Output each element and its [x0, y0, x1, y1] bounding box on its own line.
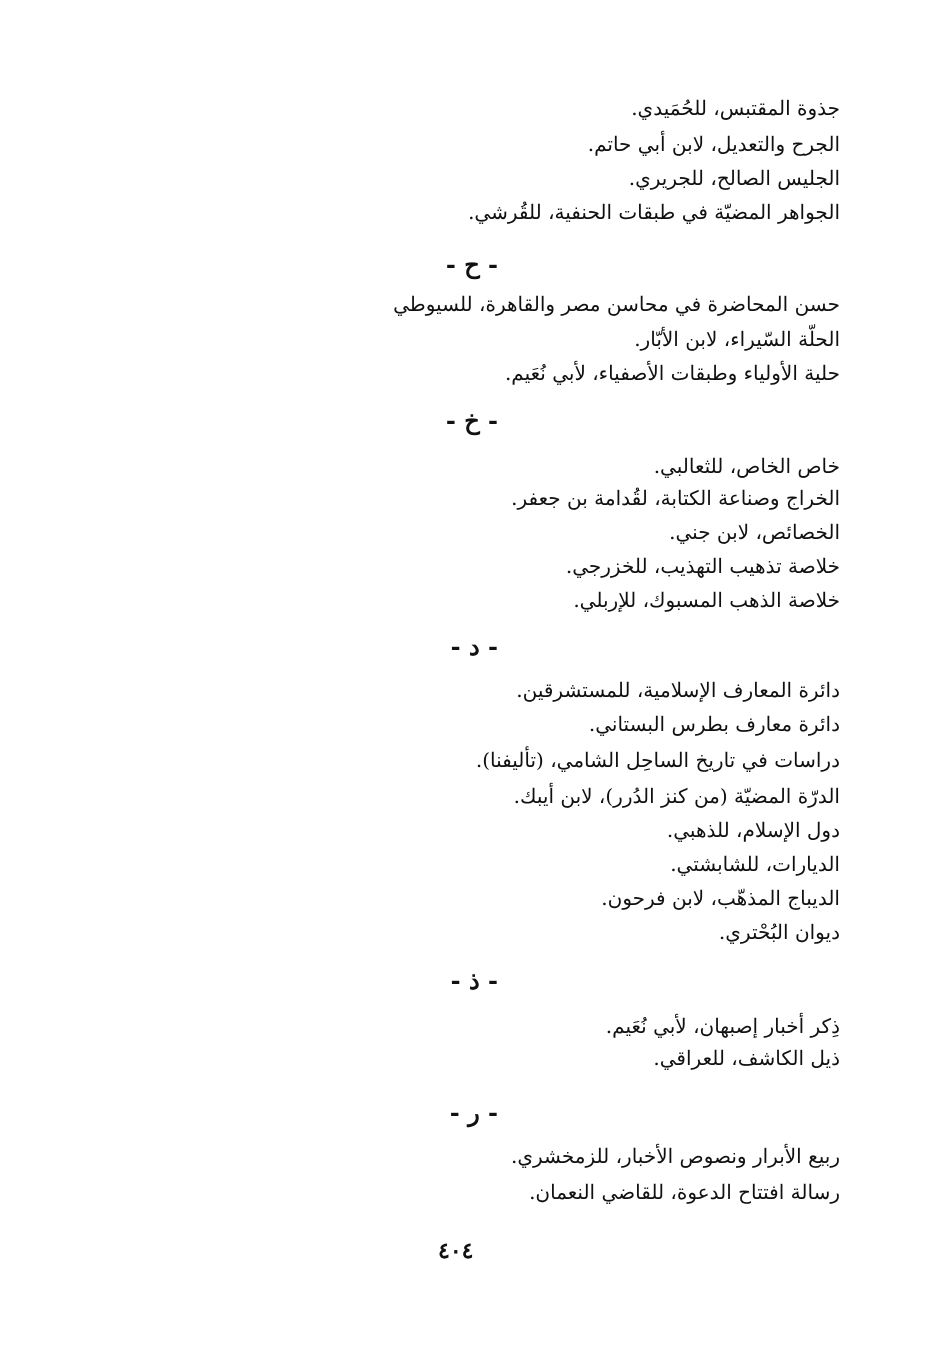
index-entry: رسالة افتتاح الدعوة، للقاضي النعمان. — [529, 1180, 840, 1204]
index-entry: دراسات في تاريخ الساحِل الشامي، (تأليفنا). — [475, 748, 840, 772]
index-entry: ذِكر أخبار إصبهان، لأبي نُعَيم. — [605, 1014, 840, 1038]
index-entry: الديارات، للشابشتي. — [670, 852, 840, 876]
section-heading-ha: - ح - — [445, 250, 498, 279]
section-heading-dal: - د - — [450, 632, 498, 661]
index-entry: دائرة معارف بطرس البستاني. — [588, 712, 840, 736]
index-entry: الدرّة المضيّة (من كنز الدُرر)، لابن أيبك. — [513, 784, 840, 808]
index-entry: الديباج المذهّب، لابن فرحون. — [601, 886, 840, 910]
section-heading-dhal: - ذ - — [450, 966, 498, 995]
index-entry: دول الإسلام، للذهبي. — [666, 818, 840, 842]
page-number: ٤٠٤ — [438, 1238, 474, 1264]
index-entry: الخصائص، لابن جني. — [669, 520, 840, 544]
index-entry: الجواهر المضيّة في طبقات الحنفية، للقُرشي. — [468, 200, 840, 224]
section-heading-kha: - خ - — [445, 406, 498, 435]
index-entry: حسن المحاضرة في محاسن مصر والقاهرة، للسيوطي — [393, 292, 840, 316]
index-entry: خلاصة الذهب المسبوك، للإربلي. — [573, 588, 840, 612]
index-entry: حلية الأولياء وطبقات الأصفياء، لأبي نُعَيم. — [504, 361, 840, 385]
index-entry: ذيل الكاشف، للعراقي. — [653, 1046, 840, 1070]
index-entry: خاص الخاص، للثعالبي. — [653, 454, 840, 478]
index-entry: جذوة المقتبس، للحُمَيدي. — [631, 96, 840, 120]
index-entry: الخراج وصناعة الكتابة، لقُدامة بن جعفر. — [511, 486, 840, 510]
index-entry: ديوان البُحْتري. — [718, 920, 840, 944]
index-entry: خلاصة تذهيب التهذيب، للخزرجي. — [565, 554, 840, 578]
index-entry: الحلّة السّيراء، لابن الأبّار. — [634, 327, 840, 351]
index-entry: ربيع الأبرار ونصوص الأخبار، للزمخشري. — [510, 1144, 840, 1168]
index-entry: دائرة المعارف الإسلامية، للمستشرقين. — [516, 678, 840, 702]
index-entry: الجليس الصالح، للجريري. — [628, 166, 840, 190]
index-entry: الجرح والتعديل، لابن أبي حاتم. — [587, 132, 840, 156]
section-heading-ra: - ر - — [449, 1098, 498, 1127]
